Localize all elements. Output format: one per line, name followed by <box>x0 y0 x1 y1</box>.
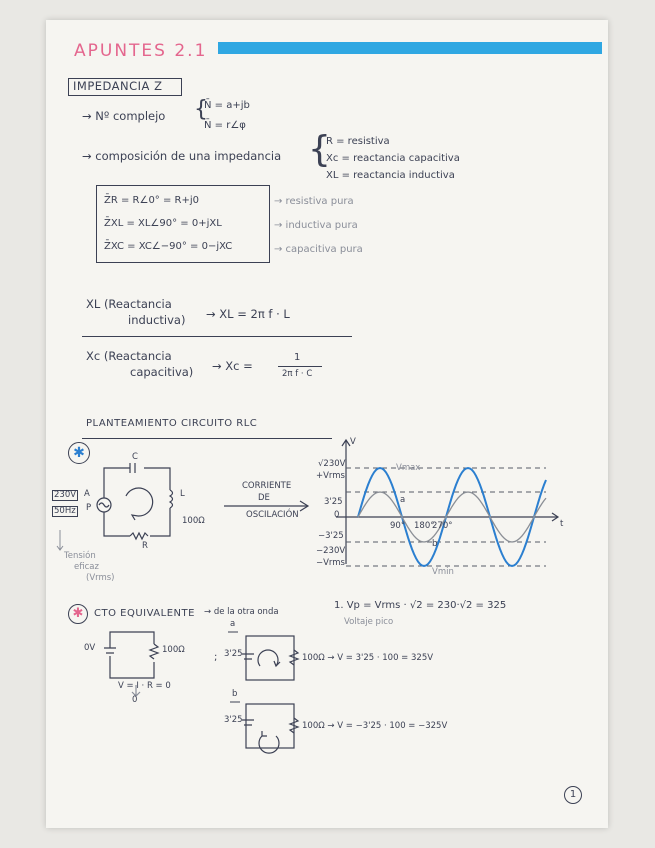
left-zero: 0 <box>132 695 138 705</box>
inductor-symbol <box>170 490 173 508</box>
composition-label: → composición de una impedancia <box>82 149 282 163</box>
mark-90: 90° <box>390 521 406 531</box>
xl-formula: → XL = 2π f · L <box>206 307 290 321</box>
left-resistance: 100Ω <box>162 645 185 655</box>
complex-polar: N̄ = r∠φ <box>204 120 246 131</box>
graph-y-label: V <box>350 437 356 447</box>
source-p-label: P <box>86 503 92 513</box>
xc-label-line2: capacitiva) <box>130 365 194 379</box>
mark-a: a <box>400 495 406 505</box>
rms-note-1: Tensión <box>64 551 96 561</box>
mark-180: 180° <box>414 521 435 531</box>
equation-zxc: Z̄XC = XC∠−90° = 0−jXC <box>104 241 233 252</box>
current-loop-arrow <box>126 488 153 516</box>
arrow-label-2: DE <box>258 493 270 503</box>
tick-neg-325: −3'25 <box>318 531 344 541</box>
mark-vmin: Vmin <box>432 567 454 577</box>
type-inductiva: → inductiva pura <box>274 220 358 231</box>
left-result: V = I · R = 0 <box>118 681 171 691</box>
type-resistiva: → resistiva pura <box>274 196 354 207</box>
xc-denominator: 2π f · C <box>282 369 313 379</box>
left-voltage: 0V <box>84 643 96 653</box>
brace-composition: { <box>308 129 331 170</box>
component-resistiva: R = resistiva <box>326 136 390 147</box>
vp-note: Voltaje pico <box>344 617 394 627</box>
tick-neg-230v: −230V <box>316 546 346 556</box>
resistor-symbol <box>130 533 148 539</box>
xl-label-line1: XL (Reactancia <box>86 297 172 311</box>
page-number: 1 <box>564 786 582 804</box>
rms-note-3: (Vrms) <box>86 573 115 583</box>
tick-325: 3'25 <box>324 497 343 507</box>
type-capacitiva: → capacitiva pura <box>274 244 363 255</box>
tick-zero: 0 <box>334 510 340 520</box>
source-a-label: A <box>84 489 90 499</box>
star-marker-equivalent: ✱ <box>68 604 88 624</box>
equivalent-circuit-b <box>242 704 298 753</box>
source-voltage: 230V <box>54 490 77 500</box>
equivalente-note: → de la otra onda <box>204 607 279 617</box>
xl-label-line2: inductiva) <box>128 313 186 327</box>
rms-pointer-arrow <box>57 530 63 550</box>
source-frequency: 50Hz <box>54 506 76 516</box>
equation-zr: Z̄R = R∠0° = R+j0 <box>104 195 200 206</box>
section-heading-impedancia: IMPEDANCIA Z <box>73 79 163 93</box>
capacitor-symbol <box>130 463 135 473</box>
case-b-voltage: 3'25 <box>224 715 243 725</box>
mark-b: b <box>432 539 438 549</box>
waveform-graph <box>336 437 558 566</box>
component-inductiva: XL = reactancia inductiva <box>326 170 455 181</box>
section-heading-circuito: PLANTEAMIENTO CIRCUITO RLC <box>86 418 258 429</box>
case-a-label: a <box>230 619 236 629</box>
tick-vrms: +Vrms <box>316 471 345 481</box>
graph-x-label: t <box>560 519 564 529</box>
rlc-circuit <box>97 463 173 539</box>
xc-numerator: 1 <box>294 352 301 363</box>
complex-label: → Nº complejo <box>82 109 166 123</box>
equivalent-circuit-a <box>242 636 298 680</box>
arrow-label-3: OSCILACIÓN <box>246 510 299 520</box>
section-heading-equivalente: CTO EQUIVALENTE <box>94 608 195 619</box>
rms-note-2: eficaz <box>74 562 99 572</box>
component-capacitiva: Xc = reactancia capacitiva <box>326 153 460 164</box>
xc-label-line1: Xc (Reactancia <box>86 349 172 363</box>
xc-formula: → Xc = <box>212 359 253 373</box>
star-marker-circuit: ✱ <box>68 442 90 464</box>
semicolon: ; <box>214 652 218 663</box>
equation-zxl: Z̄XL = XL∠90° = 0+jXL <box>104 218 222 229</box>
resistor-label: R <box>142 541 148 551</box>
mark-vmax: Vmax <box>396 463 421 473</box>
case-b-equation: 100Ω → V = −3'25 · 100 = −325V <box>302 721 448 731</box>
inductor-label: L <box>180 489 185 499</box>
tick-230v: √230V <box>318 459 346 469</box>
arrow-label-1: CORRIENTE <box>242 481 292 491</box>
brace-complex: { <box>194 97 208 122</box>
case-b-label: b <box>232 689 238 699</box>
case-a-equation: 100Ω → V = 3'25 · 100 = 325V <box>302 653 434 663</box>
vp-formula: 1. Vp = Vrms · √2 = 230·√2 = 325 <box>334 600 507 611</box>
complex-rect: N̄ = a+jb <box>204 100 250 111</box>
capacitor-label: C <box>132 452 138 462</box>
tick-neg-vrms: −Vrms <box>316 558 345 568</box>
mark-270: 270° <box>432 521 453 531</box>
circuit-resistance: 100Ω <box>182 516 205 526</box>
drawings-layer <box>46 20 608 828</box>
notebook-page <box>46 20 608 828</box>
case-a-voltage: 3'25 <box>224 649 243 659</box>
page-title: APUNTES 2.1 <box>74 41 208 61</box>
